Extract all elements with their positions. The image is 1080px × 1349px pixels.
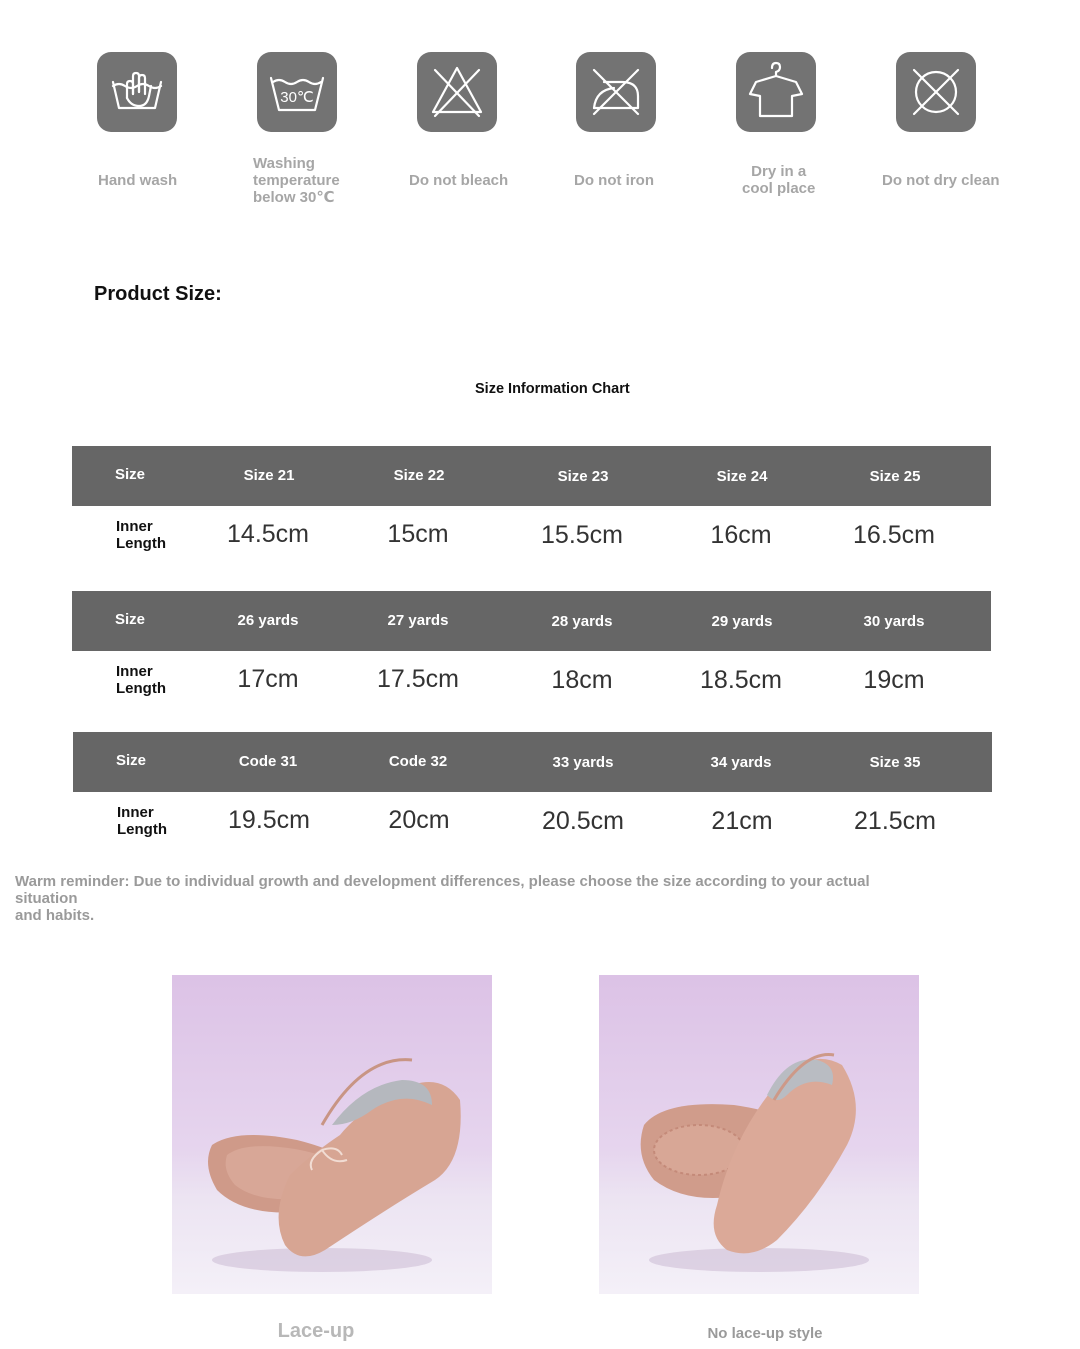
wash-30-icon: [257, 52, 337, 132]
size-row-header: Size: [115, 611, 146, 628]
dry-cool-icon: [736, 52, 816, 132]
inner-length-value: 16cm: [710, 521, 772, 549]
size-header-cell: 28 yards: [551, 613, 613, 630]
lace-up-caption: Lace-up: [277, 1320, 355, 1342]
size-header-cell: Size 22: [393, 467, 445, 484]
size-header-cell: Size 21: [243, 467, 295, 484]
no-lace-up-shoe-photo: [599, 975, 919, 1294]
inner-length-label: Inner Length: [116, 663, 166, 697]
inner-length-value: 18.5cm: [700, 666, 782, 694]
care-label-no-bleach: Do not bleach: [409, 172, 509, 189]
size-header-band: [73, 732, 992, 792]
inner-length-value: 16.5cm: [853, 521, 935, 549]
care-label-no-dry-clean: Do not dry clean: [882, 172, 1000, 189]
inner-length-value: 15.5cm: [541, 521, 623, 549]
no-iron-icon: [576, 52, 656, 132]
inner-length-value: 14.5cm: [227, 520, 309, 548]
inner-length-value: 19cm: [863, 666, 925, 694]
size-header-cell: 26 yards: [237, 612, 299, 629]
size-header-cell: 33 yards: [552, 754, 614, 771]
care-label-no-iron: Do not iron: [574, 172, 654, 189]
care-label-wash-temperature: Washing temperature below 30℃: [253, 155, 340, 206]
size-header-cell: Size 25: [869, 468, 921, 485]
inner-length-label: Inner Length: [117, 804, 167, 838]
size-header-cell: 27 yards: [387, 612, 449, 629]
size-row-header: Size: [116, 752, 147, 769]
size-header-cell: Code 31: [238, 753, 298, 770]
size-header-cell: Size 35: [869, 754, 921, 771]
inner-length-value: 19.5cm: [228, 806, 310, 834]
hand-wash-icon: [97, 52, 177, 132]
inner-length-value: 18cm: [551, 666, 613, 694]
inner-length-value: 15cm: [387, 520, 449, 548]
size-header-cell: Size 24: [716, 468, 768, 485]
inner-length-label: Inner Length: [116, 518, 166, 552]
size-header-cell: 30 yards: [863, 613, 925, 630]
size-header-band: [72, 591, 991, 651]
product-size-heading: Product Size:: [94, 283, 222, 305]
inner-length-value: 21cm: [711, 807, 773, 835]
size-chart-title: Size Information Chart: [475, 381, 630, 397]
inner-length-value: 20cm: [388, 806, 450, 834]
inner-length-value: 21.5cm: [854, 807, 936, 835]
size-header-cell: Code 32: [388, 753, 448, 770]
size-reminder-text: Warm reminder: Due to individual growth and development differences, please choose the size according to your actual situation and habits.: [15, 873, 870, 924]
care-label-dry-cool: Dry in a cool place: [742, 163, 816, 197]
size-header-cell: 34 yards: [710, 754, 772, 771]
no-dry-clean-icon: [896, 52, 976, 132]
inner-length-value: 17.5cm: [377, 665, 459, 693]
no-lace-up-caption: No lace-up style: [707, 1325, 823, 1342]
no-bleach-icon: [417, 52, 497, 132]
wash-temperature-text: 30℃: [280, 89, 314, 106]
size-header-cell: 29 yards: [711, 613, 773, 630]
size-row-header: Size: [115, 466, 146, 483]
inner-length-value: 17cm: [237, 665, 299, 693]
care-label-hand-wash: Hand wash: [98, 172, 178, 189]
lace-up-shoe-photo: [172, 975, 492, 1294]
size-header-band: [72, 446, 991, 506]
inner-length-value: 20.5cm: [542, 807, 624, 835]
size-header-cell: Size 23: [557, 468, 609, 485]
